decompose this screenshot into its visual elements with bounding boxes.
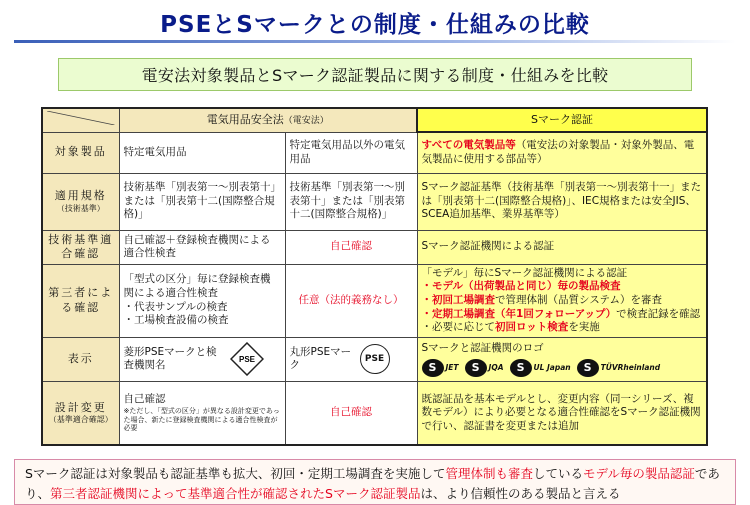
standard-label-sub: （技術基準） [56, 203, 105, 213]
comparison-table [41, 107, 708, 446]
cell-standard-c1: 技術基準「別表第一～別表第十」または「別表第十二(国際整合規格)」 [119, 173, 285, 230]
standard-label: 適用規格 [54, 189, 107, 203]
target-red-text: すべての電気製品等 [421, 139, 516, 152]
cell-third-c1 [119, 264, 285, 337]
table-header-row [42, 108, 707, 132]
header-elec-sub: （電安法） [283, 115, 329, 126]
s-mark-icon: S [465, 359, 487, 377]
third-c1-line1: 「型式の区分」毎に登録検査機関による適合性検査 [123, 273, 271, 300]
ul-japan-logo-label: UL Japan [533, 362, 571, 372]
design-label: 設計変更 [54, 400, 107, 414]
third-c3-line3-rest: で管理体制（品質システム）を審査 [495, 293, 662, 306]
third-c3-line5-b: を実施 [568, 321, 600, 334]
third-c3-line1: 「モデル」毎にSマーク認証機関による認証 [421, 266, 628, 279]
s-mark-icon: S [422, 359, 444, 377]
jet-logo-label: JET [445, 362, 459, 372]
target-rest-text: （電安法の対象製品・対象外製品、電気製品に使用する部品等） [421, 139, 695, 165]
third-c3-line2: ・モデル（出荷製品と同じ）毎の製品検査 [421, 280, 621, 293]
row-conformity [42, 230, 707, 264]
summary-box [14, 459, 736, 505]
display-c1-text: 菱形PSEマークと検査機関名 [123, 345, 217, 372]
third-c1-line3: ・工場検査設備の検査 [123, 314, 229, 327]
corner-diagonal [47, 111, 115, 125]
row-label-standard [42, 173, 119, 230]
jqa-logo [465, 359, 504, 377]
cell-conformity-c1: 自己確認＋登録検査機関による適合性検査 [119, 230, 285, 264]
header-elec-law [119, 108, 417, 132]
row-label-target: 対象製品 [42, 132, 119, 173]
cell-third-c3 [417, 264, 707, 337]
header-elec-label: 電気用品安全法 [206, 112, 284, 126]
cell-standard-c2: 技術基準「別表第一～別表第十」または「別表第十二(国際整合規格)」 [285, 173, 417, 230]
header-smark: Sマーク認証 [417, 108, 707, 132]
s-mark-icon: S [577, 359, 599, 377]
summary-r1: 管理体制も審査 [445, 466, 533, 481]
design-c1-note: ※ただし、「型式の区分」が異なる設計変更であった場合、新たに登録検査機関による適合性検査が必要 [123, 406, 280, 433]
header-corner [42, 108, 119, 132]
display-c2-text: 丸形PSEマーク [289, 345, 352, 372]
third-c3-line5-a: ・必要に応じて [421, 321, 496, 334]
round-pse-label: PSE [364, 353, 385, 364]
summary-t1: Sマーク認証は対象製品も認証基準も拡大、初回・定期工場調査を実施して [25, 466, 446, 481]
summary-r3: 第三者認証機関によって基準適合性が確認されたSマーク認証製品 [50, 486, 421, 501]
ul-japan-logo [510, 359, 571, 377]
cell-display-c1 [119, 337, 285, 381]
summary-r2: モデル毎の製品認証 [582, 466, 695, 481]
round-pse-icon [360, 344, 390, 374]
subtitle-box [58, 58, 692, 91]
design-label-sub: （基準適合確認） [48, 415, 113, 425]
diamond-pse-icon [230, 342, 264, 376]
title-underline [14, 40, 736, 43]
summary-t2: している [532, 466, 583, 481]
cell-target-c2: 特定電気用品以外の電気用品 [285, 132, 417, 173]
row-label-display: 表示 [42, 337, 119, 381]
cell-design-c2: 自己確認 [285, 381, 417, 445]
summary-t4: は、より信頼性のある製品と言える [420, 486, 621, 501]
row-display [42, 337, 707, 381]
row-label-third: 第三者による確認 [42, 264, 119, 337]
row-label-conformity: 技術基準適合確認 [42, 230, 119, 264]
subtitle-text: 電安法対象製品とSマーク認証製品に関する制度・仕組みを比較 [141, 66, 609, 85]
summary-t3: であり、 [25, 466, 720, 501]
jet-logo [422, 359, 459, 377]
cell-conformity-c2: 自己確認 [285, 230, 417, 264]
cell-standard-c3: Sマーク認証基準（技術基準「別表第一～別表第十一」または「別表第十二(国際整合規格)」、IEC規格または安全JIS、SCEA追加基準、業界基準等） [417, 173, 707, 230]
third-c1-line2: ・代表サンプルの検査 [123, 300, 228, 313]
jqa-logo-label: JQA [488, 362, 504, 372]
s-mark-icon: S [510, 359, 532, 377]
display-c3-text: Sマークと認証機関のロゴ [421, 342, 544, 355]
tuv-logo-label: TÜVRheinland [600, 362, 661, 372]
row-third-party [42, 264, 707, 337]
cell-design-c3: 既認証品を基本モデルとし、変更内容（同一シリーズ、複数モデル）により必要となる適合性確認をSマーク認証機関で行い、認証書を変更または追加 [417, 381, 707, 445]
third-c3-line4-red: ・定期工場調査（年1回フォローアップ） [421, 307, 617, 320]
diamond-pse-label: PSE [238, 355, 255, 365]
cell-third-c2: 任意（法的義務なし） [285, 264, 417, 337]
cell-display-c3 [417, 337, 707, 381]
cell-conformity-c3: Sマーク認証機関による認証 [417, 230, 707, 264]
third-c3-line4-rest: で検査記録を確認 [616, 307, 701, 320]
cell-design-c1 [119, 381, 285, 445]
third-c3-line5-red: 初回ロット検査 [495, 321, 569, 334]
design-c1-text: 自己確認 [123, 393, 166, 406]
row-design-change [42, 381, 707, 445]
third-c3-line3 [422, 294, 703, 308]
row-target [42, 132, 707, 173]
smark-logo-list [422, 359, 703, 377]
row-standard [42, 173, 707, 230]
cell-target-c1: 特定電気用品 [119, 132, 285, 173]
tuv-logo [577, 359, 660, 377]
third-c3-line4 [422, 308, 703, 322]
cell-target-c3 [417, 132, 707, 173]
page-title: PSEとSマークとの制度・仕組みの比較 [160, 12, 590, 38]
third-c3-line5 [422, 321, 703, 335]
row-label-design [42, 381, 119, 445]
cell-display-c2 [285, 337, 417, 381]
third-c3-line3-red: ・初回工場調査 [421, 293, 496, 306]
